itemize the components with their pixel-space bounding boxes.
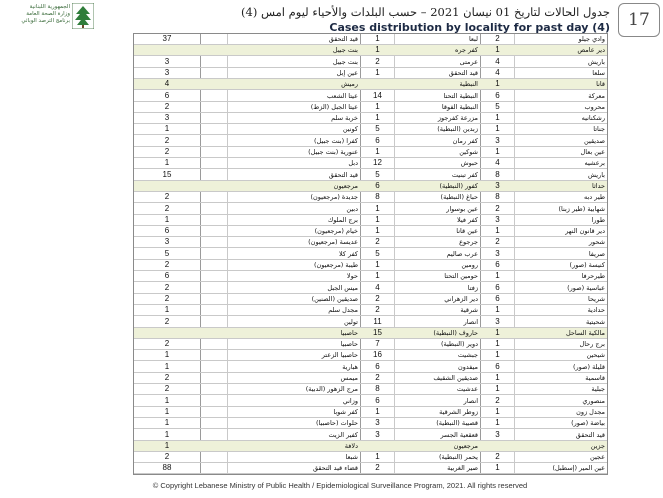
locality-cell: حبوش [460, 159, 478, 168]
ministry-logo [6, 2, 96, 32]
locality-cell: هبارية [342, 362, 358, 371]
count-cell: 1 [495, 226, 500, 236]
locality-cell: دير قانون النهر [565, 227, 605, 236]
count-cell: 1 [495, 305, 500, 315]
locality-cell: طورا [591, 215, 605, 224]
locality-cell: تولين [343, 317, 358, 326]
count-cell: 5 [375, 169, 380, 179]
count-cell: 2 [164, 384, 170, 394]
locality-cell: عين بعال [580, 148, 605, 156]
table-row [134, 136, 607, 147]
locality-cell: صديقين الشقيف [433, 374, 478, 382]
table-row [134, 226, 607, 237]
locality-cell: جزين [590, 441, 605, 450]
locality-cell: يحمر (النبطية) [439, 453, 478, 462]
cases-table [133, 33, 608, 475]
count-cell [134, 328, 200, 338]
locality-cell: وادي جيلو [578, 35, 605, 43]
count-cell: 2 [375, 373, 380, 382]
count-cell: 2 [495, 395, 500, 405]
count-cell: 3 [375, 418, 380, 428]
count-cell: 4 [495, 56, 500, 66]
count-cell: 2 [164, 203, 170, 213]
locality-cell: طيبة (مرجعيون) [313, 261, 358, 269]
count-cell: 2 [495, 203, 500, 213]
count-cell: 1 [164, 406, 170, 416]
count-cell: 2 [375, 293, 380, 303]
locality-cell: النبطية الفوقا [441, 102, 478, 111]
locality-cell: وزاني [342, 396, 358, 405]
count-cell: 3 [495, 429, 500, 439]
locality-cell: قضاء قيد التحقق [312, 464, 358, 473]
count-cell: 1 [495, 350, 500, 360]
table-row [134, 294, 607, 305]
locality-cell: شهابية (طير زبنا) [558, 204, 605, 213]
count-cell: 6 [375, 395, 380, 405]
count-cell: 1 [375, 452, 380, 462]
locality-cell: كفرا (بنت جبيل) [314, 136, 358, 145]
locality-cell: زبدين (النبطية) [437, 125, 478, 134]
count-cell: 1 [375, 67, 380, 77]
table-row [134, 362, 607, 373]
locality-cell: زفتا [467, 283, 478, 292]
count-cell [361, 79, 394, 89]
count-cell: 14 [373, 90, 382, 100]
count-cell: 3 [164, 67, 170, 77]
count-cell: 2 [164, 192, 170, 202]
locality-cell: حاصبيا [340, 328, 358, 337]
count-cell: 1 [375, 45, 380, 55]
table-row [134, 328, 607, 339]
count-cell: 3 [375, 429, 380, 439]
locality-cell: مجدل زون [576, 407, 605, 416]
count-cell: 7 [375, 339, 380, 349]
locality-cell: قصيبة (النبطية) [436, 419, 478, 428]
locality-cell: قليلة (صور) [572, 362, 605, 371]
locality-cell: دبين [346, 204, 358, 213]
locality-cell: النبطية التحتا [443, 91, 478, 100]
count-cell: 1 [375, 260, 380, 269]
locality-cell: عباسية (صور) [567, 283, 605, 292]
count-cell: 1 [164, 214, 170, 224]
count-cell: 1 [164, 418, 170, 428]
locality-cell: كفر فيلا [457, 215, 478, 224]
locality-cell: حولا [346, 272, 358, 281]
title-english: Cases distribution by locality for past day (4) [329, 21, 610, 34]
count-cell [481, 441, 514, 451]
count-cell: 4 [495, 158, 500, 168]
count-cell: 8 [375, 384, 380, 394]
count-cell: 2 [164, 101, 170, 111]
locality-cell: دبل [348, 159, 358, 168]
count-cell: 1 [164, 440, 170, 450]
locality-cell: عرمتى [459, 57, 478, 66]
table-row [134, 181, 607, 192]
count-cell: 1 [164, 124, 170, 134]
count-cell: 5 [495, 101, 500, 111]
locality-cell: عيتا الجبل (الزط) [310, 102, 358, 111]
table-row [134, 407, 607, 418]
locality-cell: عديسة (مرجعيون) [308, 238, 358, 247]
table-row [134, 305, 607, 316]
count-cell: 6 [495, 90, 500, 100]
count-cell: 6 [375, 135, 380, 145]
table-row [134, 339, 607, 350]
locality-cell: رميش [341, 80, 358, 89]
locality-cell: ميس الجبل [327, 283, 358, 292]
locality-cell: عين إبل [336, 68, 358, 77]
locality-cell: برج الملوك [327, 215, 358, 224]
count-cell: 2 [164, 373, 170, 382]
locality-cell: صديقين [584, 136, 605, 145]
count-cell: 15 [162, 169, 172, 179]
locality-cell: صديقين (الصنين) [311, 294, 358, 303]
copyright-footer: © Copyright Lebanese Ministry of Public Health / Epidemiological Surveillance Program, 2021. All rights reserved [152, 481, 528, 490]
locality-cell: خربة سلم [331, 114, 358, 123]
locality-cell: كفر شوبا [333, 407, 358, 416]
locality-cell: ميمس [340, 374, 358, 382]
count-cell: 1 [495, 113, 500, 123]
locality-cell: حاصبيا [340, 340, 358, 349]
count-cell: 8 [375, 192, 380, 202]
count-cell: 37 [162, 34, 172, 43]
locality-cell: شبعا [345, 453, 358, 462]
table-row [134, 418, 607, 429]
count-cell: 2 [495, 237, 500, 247]
count-cell: 1 [495, 45, 500, 55]
count-cell: 1 [164, 158, 170, 168]
count-cell: 1 [375, 203, 380, 213]
count-cell: 3 [495, 180, 500, 190]
table-row [134, 68, 607, 79]
table-row [134, 271, 607, 282]
locality-cell: انصار [463, 396, 478, 405]
locality-cell: دلافة [344, 441, 358, 450]
count-cell: 2 [164, 282, 170, 292]
count-cell: 1 [375, 406, 380, 416]
locality-cell: قيد التحقق [328, 170, 358, 179]
count-cell: 5 [375, 124, 380, 134]
count-cell: 1 [375, 214, 380, 224]
count-cell: 2 [164, 452, 170, 462]
locality-cell: كونين [342, 125, 358, 134]
count-cell: 6 [495, 260, 500, 269]
locality-cell: شيحين [586, 351, 605, 360]
count-cell: 6 [495, 361, 500, 371]
locality-cell: مرج الزهور (الدبية) [305, 385, 358, 394]
locality-cell: جبلية [591, 385, 605, 394]
logo-line-2: وزارة الصحة العامة [26, 11, 70, 17]
locality-cell: جناتا [593, 125, 605, 134]
count-cell: 1 [164, 305, 170, 315]
count-cell: 2 [495, 34, 500, 43]
locality-cell: رشكنانيه [581, 114, 605, 123]
count-cell: 1 [375, 147, 380, 156]
table-row [134, 57, 607, 68]
locality-cell: كفر رمان [452, 136, 478, 145]
count-cell: 5 [164, 248, 170, 258]
locality-cell: حاصبيا الزعتر [321, 351, 358, 360]
count-cell: 12 [373, 158, 382, 168]
count-cell: 6 [495, 293, 500, 303]
table-row [134, 204, 607, 215]
locality-cell: محروب [584, 102, 605, 111]
locality-cell: النبطية [459, 80, 478, 89]
locality-cell: جبشيت [457, 351, 478, 360]
count-cell: 1 [495, 271, 500, 281]
locality-cell: بياضة (صور) [571, 419, 605, 428]
cedar-icon [72, 3, 94, 29]
count-cell: 3 [495, 135, 500, 145]
locality-cell: قاسمية [585, 374, 605, 382]
count-cell: 8 [495, 169, 500, 179]
count-cell: 3 [164, 56, 170, 66]
count-cell: 1 [495, 373, 500, 382]
count-cell: 1 [495, 463, 500, 473]
count-cell: 2 [375, 56, 380, 66]
locality-cell: صريفا [588, 249, 605, 258]
locality-cell: حومين التحتا [444, 272, 478, 281]
locality-cell: شرقية [460, 306, 478, 315]
title-arabic: جدول الحالات لتاريخ 01 نيسان 2021 – حسب البلدات والأحياء ليوم امس (4) [240, 5, 610, 19]
locality-cell: عين المير (إسطبل) [552, 464, 605, 473]
locality-cell: باريش [587, 57, 605, 66]
count-cell: 4 [375, 282, 380, 292]
locality-cell: دوير (النبطية) [440, 340, 478, 349]
locality-cell: كفر كلا [338, 249, 358, 258]
table-row [134, 384, 607, 395]
locality-cell: برج رحال [579, 340, 605, 349]
count-cell: 3 [495, 316, 500, 326]
locality-cell: عين بوسوار [446, 204, 478, 213]
count-cell: 3 [495, 214, 500, 224]
count-cell: 11 [373, 316, 382, 326]
count-cell: 5 [375, 248, 380, 258]
count-cell: 1 [375, 113, 380, 123]
count-cell: 6 [375, 180, 380, 190]
locality-cell: عين قانا [456, 227, 478, 236]
locality-cell: دير عامص [577, 46, 605, 55]
count-cell: 2 [164, 316, 170, 326]
count-cell: 6 [495, 282, 500, 292]
table-row [134, 192, 607, 203]
count-cell: 88 [162, 463, 172, 473]
locality-cell: شحور [588, 238, 605, 247]
table-row [134, 237, 607, 248]
table-row [134, 463, 607, 474]
page-number: 17 [618, 3, 660, 37]
locality-cell: سلعا [592, 68, 605, 77]
count-cell: 1 [495, 384, 500, 394]
table-row [134, 102, 607, 113]
count-cell: 1 [495, 327, 500, 337]
locality-cell: صير الغربية [447, 464, 478, 473]
count-cell: 1 [495, 79, 500, 89]
table-row [134, 283, 607, 294]
count-cell: 1 [164, 361, 170, 371]
count-cell: 4 [164, 79, 170, 89]
count-cell: 6 [164, 90, 170, 100]
count-cell: 8 [495, 192, 500, 202]
count-cell [134, 181, 200, 191]
locality-cell: قيد التحقق [328, 35, 358, 43]
locality-cell: بنت جبيل [332, 57, 358, 66]
locality-cell: جرجوع [459, 238, 478, 247]
count-cell [361, 441, 394, 451]
count-cell: 6 [164, 271, 170, 281]
count-cell: 1 [375, 271, 380, 281]
count-cell: 2 [375, 463, 380, 473]
count-cell: 1 [375, 226, 380, 236]
table-row [134, 441, 607, 452]
table-row [134, 34, 607, 45]
locality-cell: طير دبه [584, 193, 605, 202]
count-cell: 2 [164, 293, 170, 303]
locality-cell: حلوات (حاصبيا) [315, 419, 358, 428]
locality-cell: كفر جره [454, 46, 478, 55]
locality-cell: كفور (النبطية) [439, 181, 478, 190]
count-cell: 1 [495, 147, 500, 156]
count-cell: 3 [164, 237, 170, 247]
locality-cell: شوكين [459, 148, 478, 156]
count-cell: 2 [164, 147, 170, 156]
locality-cell: كفير الزيت [328, 430, 358, 439]
count-cell: 1 [495, 406, 500, 416]
table-row [134, 124, 607, 135]
locality-cell: رومين [461, 261, 478, 269]
count-cell: 2 [495, 452, 500, 462]
table-row [134, 317, 607, 328]
locality-cell: مرجعيون [453, 441, 478, 450]
locality-cell: كنيسة (صور) [569, 261, 605, 269]
count-cell: 1 [495, 339, 500, 349]
locality-cell: جديدة (مرجعيون) [310, 193, 358, 202]
table-row [134, 158, 607, 169]
locality-cell: قيد التحقق [448, 68, 478, 77]
locality-cell: كفر تبنيت [451, 170, 478, 179]
table-row [134, 215, 607, 226]
locality-cell: انصار [463, 317, 478, 326]
locality-cell: بنت جبيل [332, 46, 358, 55]
locality-cell: شحيتية [585, 317, 605, 326]
table-row [134, 113, 607, 124]
locality-cell: لبعا [468, 35, 478, 43]
count-cell: 2 [375, 305, 380, 315]
count-cell [134, 45, 200, 55]
count-cell: 3 [495, 248, 500, 258]
count-cell: 1 [375, 34, 380, 43]
table-row [134, 91, 607, 102]
locality-cell: حدادية [587, 306, 605, 315]
locality-cell: مزرعة كفرجوز [437, 114, 478, 123]
count-cell: 15 [373, 327, 382, 337]
count-cell: 1 [495, 418, 500, 428]
count-cell: 2 [164, 339, 170, 349]
locality-cell: طيرحرفا [581, 272, 605, 281]
locality-cell: منصوري [582, 396, 605, 405]
count-cell: 4 [495, 67, 500, 77]
table-row [134, 249, 607, 260]
locality-cell: مجدل سلم [328, 306, 358, 315]
count-cell: 2 [164, 260, 170, 269]
locality-cell: مالكية الساحل [565, 328, 605, 337]
table-row [134, 396, 607, 407]
locality-cell: ميفدون [457, 362, 478, 371]
locality-cell: شريحا [587, 294, 605, 303]
count-cell: 1 [375, 101, 380, 111]
count-cell: 1 [495, 124, 500, 134]
table-row [134, 170, 607, 181]
table-row [134, 350, 607, 361]
locality-cell: حداثا [591, 181, 605, 190]
table-row [134, 79, 607, 90]
logo-line-1: الجمهورية اللبنانية [29, 4, 70, 10]
table-row [134, 430, 607, 441]
locality-cell: عرب صاليم [446, 249, 478, 258]
locality-cell: دير الزهراني [444, 294, 478, 303]
table-row [134, 452, 607, 463]
table-row [134, 147, 607, 158]
locality-cell: حاروف (النبطية) [433, 328, 478, 337]
count-cell: 16 [373, 350, 382, 360]
count-cell: 1 [164, 429, 170, 439]
count-cell: 3 [164, 113, 170, 123]
table-row [134, 373, 607, 384]
locality-cell: مرجعيون [333, 181, 358, 190]
locality-cell: حباغ (النبطية) [440, 193, 478, 202]
locality-cell: عدشيت [456, 385, 478, 394]
locality-cell: قعقعية الجسر [440, 430, 478, 439]
locality-cell: عيتا الشعب [327, 91, 358, 100]
locality-cell: زوطر الشرقية [439, 407, 478, 416]
locality-cell: عجين [590, 453, 605, 462]
locality-cell: برعشيه [584, 159, 605, 168]
count-cell: 1 [164, 350, 170, 360]
locality-cell: معركة [588, 91, 605, 100]
locality-cell: قانا [596, 80, 605, 89]
count-cell: 2 [164, 135, 170, 145]
count-cell: 2 [375, 237, 380, 247]
locality-cell: خيام (مرجعيون) [314, 227, 358, 236]
locality-cell: عنورية (بنت جبيل) [308, 148, 358, 156]
table-row [134, 260, 607, 271]
table-row [134, 45, 607, 56]
count-cell: 1 [164, 395, 170, 405]
count-cell: 6 [375, 361, 380, 371]
locality-cell: باريش [587, 170, 605, 179]
locality-cell: قيد التحقق [575, 430, 605, 439]
logo-line-3: برنامج الترصد الوبائي [21, 18, 70, 24]
count-cell: 6 [164, 226, 170, 236]
